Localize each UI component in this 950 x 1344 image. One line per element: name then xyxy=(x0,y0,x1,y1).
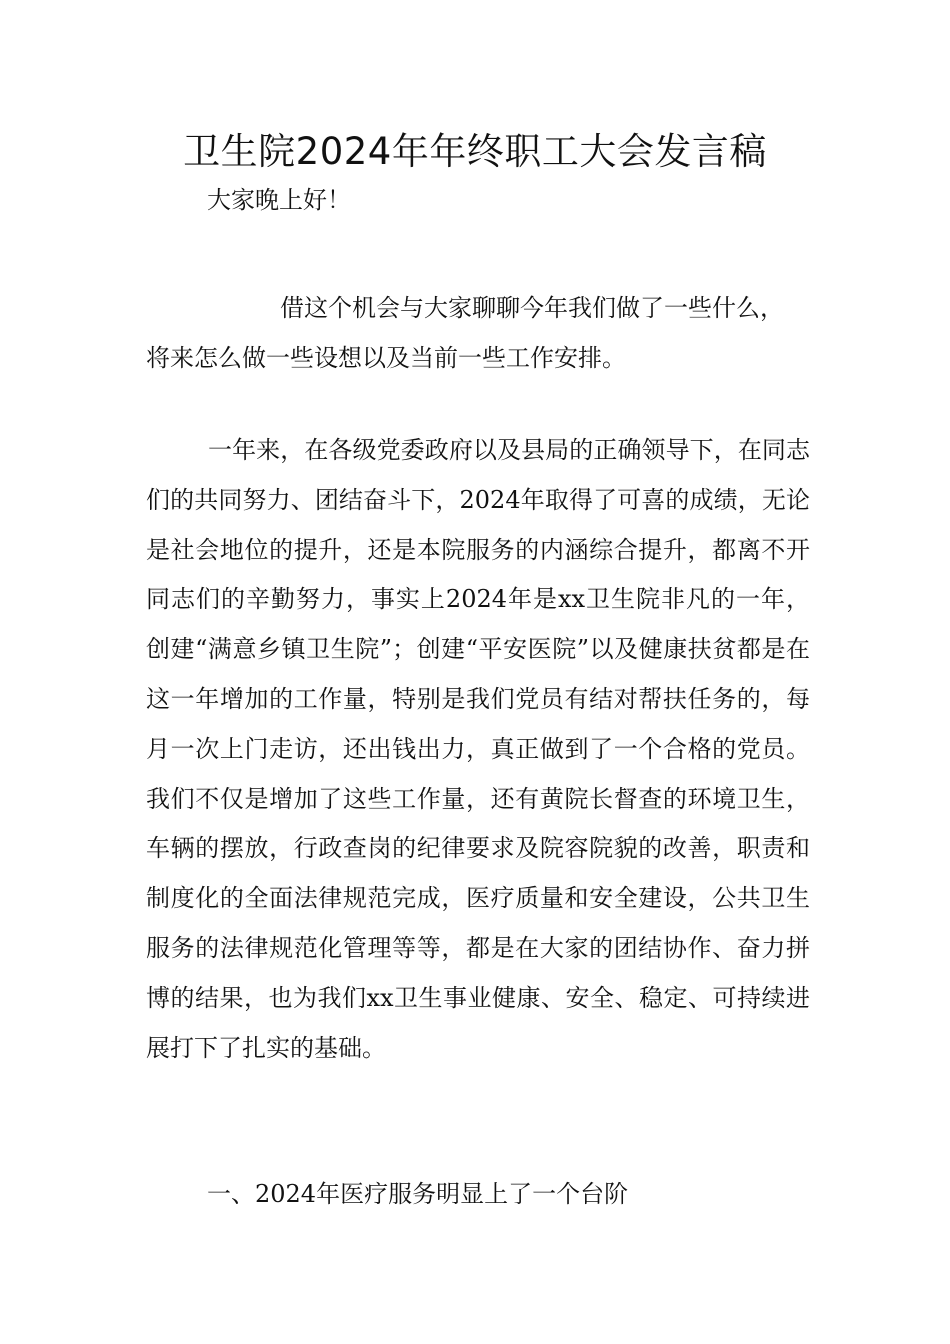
intro-line-1: 借这个机会与大家聊聊今年我们做了一些什么， xyxy=(280,294,784,322)
intro-line-2: 将来怎么做一些设想以及当前一些工作安排。 xyxy=(146,344,626,372)
intro-paragraph xyxy=(146,283,836,383)
greeting: 大家晚上好！ xyxy=(207,186,351,214)
body-paragraph: 一年来，在各级党委政府以及县局的正确领导下，在同志们的共同努力、团结奋斗下，2024年取得了可喜的成绩，无论是社会地位的提升，还是本院服务的内涵综合提升，都离不开同志们的辛勤努力，事实上2024年是xx卫生院非凡的一年，创建“满意乡镇卫生院”；创建“平安医院”以及健康扶贫都是在这一年增加的工作量，特别是我们党员有结对帮扶任务的，每月一次上门走访，还出钱出力，真正做到了一个合格的党员。我们不仅是增加了这些工作量，还有黄院长督查的环境卫生，车辆的摆放，行政查岗的纪律要求及院容院貌的改善，职责和制度化的全面法律规范完成，医疗质量和安全建设，公共卫生服务的法律规范化管理等等，都是在大家的团结协作、奋力拼博的结果，也为我们xx卫生事业健康、安全、稳定、可持续进展打下了扎实的基础。 xyxy=(146,436,810,1062)
section-heading: 一、2024年医疗服务明显上了一个台阶 xyxy=(207,1180,629,1208)
document-title: 卫生院2024年年终职工大会发言稿 xyxy=(183,130,767,173)
